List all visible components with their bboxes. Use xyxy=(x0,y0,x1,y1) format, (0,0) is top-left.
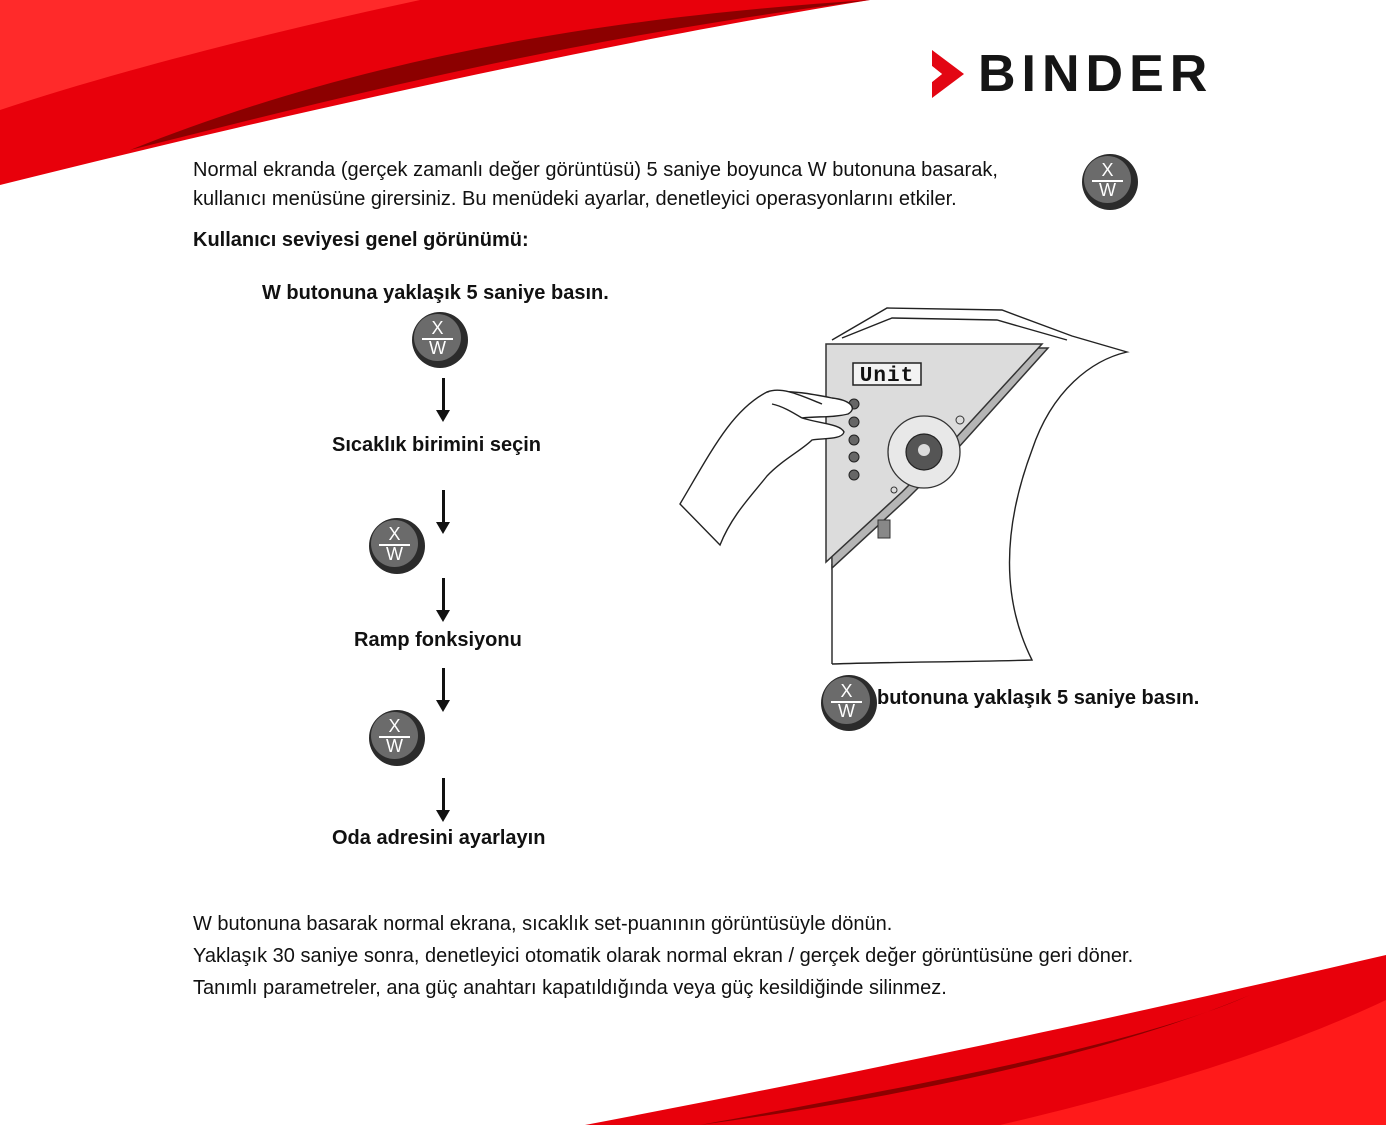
down-arrow-icon xyxy=(436,668,450,712)
down-arrow-icon xyxy=(436,378,450,422)
intro-line-1: Normal ekranda (gerçek zamanlı değer görüntüsü) 5 saniye boyunca W butonuna basarak, xyxy=(193,159,998,181)
footer-line-2: Yaklaşık 30 saniye sonra, denetleyici otomatik olarak normal ekran / gerçek değer görüntüsüne geri döner. xyxy=(193,945,1134,967)
flow-step-chamber-address: Oda adresini ayarlayın xyxy=(332,827,546,849)
binder-logo xyxy=(928,46,1213,102)
flow-start-label: W butonuna yaklaşık 5 saniye basın. xyxy=(262,282,609,304)
panel-switch xyxy=(878,520,890,538)
xw-button-icon: X W xyxy=(1082,154,1138,210)
flow-step-temperature-unit: Sıcaklık birimini seçin xyxy=(332,434,541,456)
logo-wordmark: BINDER xyxy=(978,45,1214,103)
logo-mark-icon xyxy=(928,46,968,102)
panel-led xyxy=(956,416,964,424)
intro-line-2: kullanıcı menüsüne girersiniz. Bu menüdeki ayarlar, denetleyici operasyonlarını etkiler. xyxy=(193,188,957,210)
panel-button xyxy=(849,417,859,427)
flow-step-ramp-function: Ramp fonksiyonu xyxy=(354,629,522,651)
footer-line-1: W butonuna basarak normal ekrana, sıcaklık set-puanının görüntüsüyle dönün. xyxy=(193,913,893,935)
device-caption: butonuna yaklaşık 5 saniye basın. xyxy=(877,687,1200,709)
controller-illustration xyxy=(672,300,1142,670)
panel-button xyxy=(849,435,859,445)
panel-button xyxy=(849,452,859,462)
xw-button-icon: X W xyxy=(369,710,425,766)
display-text: Unit xyxy=(859,365,915,388)
footer-line-3: Tanımlı parametreler, ana güç anahtarı kapatıldığında veya güç kesildiğinde silinmez. xyxy=(193,977,947,999)
down-arrow-icon xyxy=(436,578,450,622)
xw-button-icon: X W xyxy=(821,675,877,731)
footer-notes xyxy=(193,908,1313,1004)
panel-led xyxy=(891,487,897,493)
section-heading: Kullanıcı seviyesi genel görünümü: xyxy=(193,229,529,251)
xw-button-icon: X W xyxy=(369,518,425,574)
down-arrow-icon xyxy=(436,490,450,534)
down-arrow-icon xyxy=(436,778,450,822)
panel-button xyxy=(849,470,859,480)
xw-button-icon: X W xyxy=(412,312,468,368)
intro-paragraph xyxy=(193,156,1073,214)
